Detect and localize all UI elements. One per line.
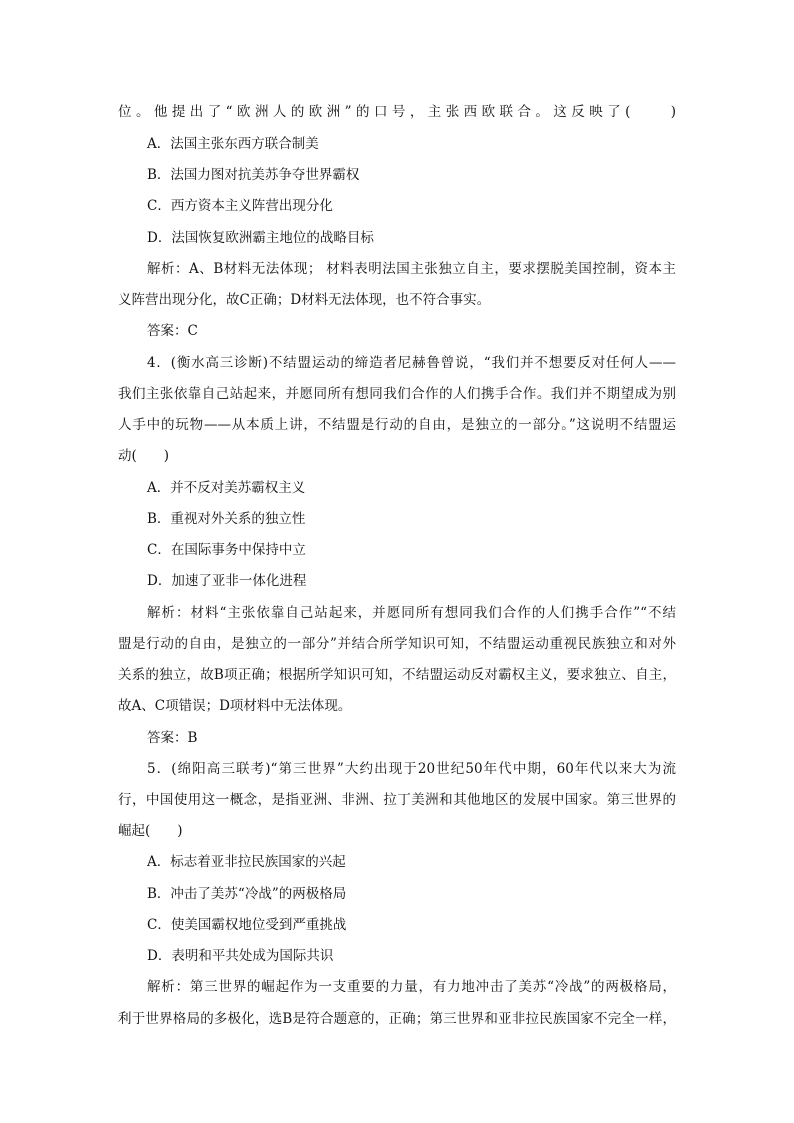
q4-option-d: D．加速了亚非一体化进程 bbox=[147, 573, 307, 589]
q5-stem-line-3: 崛起( ) bbox=[118, 823, 183, 839]
q3-option-d: D．法国恢复欧洲霸主地位的战略目标 bbox=[147, 230, 374, 246]
q4-stem-line-3: 人手中的玩物——从本质上讲，不结盟是行动的自由，是独立的一部分。”这说明不结盟运 bbox=[118, 417, 676, 433]
q3-analysis-line-2: 义阵营出现分化，故C正确；D材料无法体现，也不符合事实。 bbox=[118, 292, 491, 308]
q4-stem-line-1: 4．(衡水高三诊断)不结盟运动的缔造者尼赫鲁曾说，“我们并不想要反对任何人—— bbox=[147, 355, 676, 371]
q3-answer: 答案：C bbox=[147, 323, 198, 339]
q4-option-b: B．重视对外关系的独立性 bbox=[147, 511, 306, 527]
q4-analysis-line-3: 关系的独立，故B项正确；根据所学知识可知，不结盟运动反对霸权主义，要求独立、自主， bbox=[118, 667, 676, 683]
q4-answer: 答案：B bbox=[147, 730, 198, 746]
q5-stem-line-1: 5．(绵阳高三联考)“第三世界”大约出现于20世纪50年代中期，60年代以来大为流 bbox=[147, 761, 676, 777]
q5-option-a: A．标志着亚非拉民族国家的兴起 bbox=[147, 854, 346, 870]
q5-option-c: C．使美国霸权地位受到严重挑战 bbox=[147, 917, 347, 933]
q4-option-a: A．并不反对美苏霸权主义 bbox=[147, 480, 306, 496]
q3-option-c: C．西方资本主义阵营出现分化 bbox=[147, 198, 333, 214]
q5-analysis-line-1: 解析：第三世界的崛起作为一支重要的力量，有力地冲击了美苏“冷战”的两极格局， bbox=[147, 979, 676, 995]
q4-analysis-line-2: 盟是行动的自由，是独立的一部分”并结合所学知识可知，不结盟运动重视民族独立和对外 bbox=[118, 636, 676, 652]
q5-option-d: D．表明和平共处成为国际共识 bbox=[147, 948, 334, 964]
q4-option-c: C．在国际事务中保持中立 bbox=[147, 542, 306, 558]
q4-analysis-line-4: 故A、C项错误；D项材料中无法体现。 bbox=[118, 698, 352, 714]
q5-option-b: B．冲击了美苏“冷战”的两极格局 bbox=[147, 886, 347, 902]
q3-option-b: B．法国力图对抗美苏争夺世界霸权 bbox=[147, 167, 360, 183]
q4-stem-line-4: 动( ) bbox=[118, 448, 170, 464]
q5-analysis-line-2: 利于世界格局的多极化，选B是符合题意的，正确；第三世界和亚非拉民族国家不完全一样， bbox=[118, 1011, 676, 1027]
q3-analysis-line-1: 解析：A、B材料无法体现； 材料表明法国主张独立自主，要求摆脱美国控制，资本主 bbox=[147, 261, 676, 277]
q3-stem-tail: 位。他提出了“欧洲人的欧洲”的口号，主张西欧联合。这反映了( ) bbox=[118, 104, 676, 120]
q5-stem-line-2: 行，中国使用这一概念，是指亚洲、非洲、拉丁美洲和其他地区的发展中国家。第三世界的 bbox=[118, 792, 676, 808]
q4-stem-line-2: 我们主张依靠自己站起来，并愿同所有想同我们合作的人们携手合作。我们并不期望成为别 bbox=[118, 386, 676, 402]
q4-analysis-line-1: 解析：材料“主张依靠自己站起来，并愿同所有想同我们合作的人们携手合作”“不结 bbox=[147, 605, 676, 621]
q3-option-a: A．法国主张东西方联合制美 bbox=[147, 136, 319, 152]
